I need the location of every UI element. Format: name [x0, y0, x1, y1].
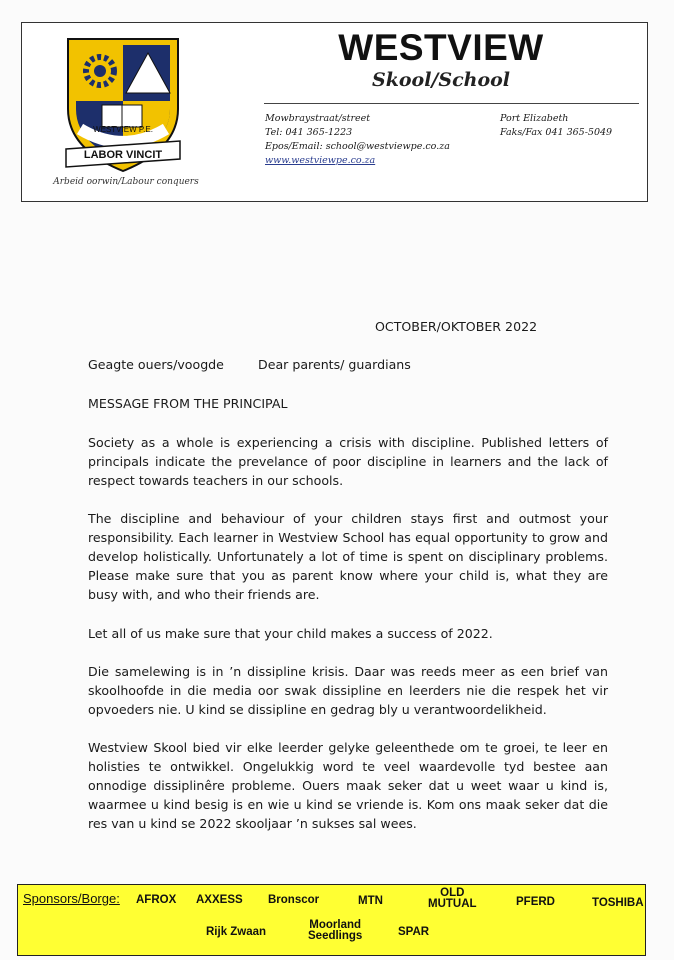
school-crest-icon [60, 31, 186, 181]
letter-date: OCTOBER/OKTOBER 2022 [375, 319, 538, 334]
paragraph-5: Westview Skool bied vir elke leerder gelyke geleenthede om te groei, te leer en holisties te ontwikkel. Ongelukkig word te veel waardevolle tyd bestee aan onnodige dissiplinêre probleme. Ouers maak seker dat u weet waar u kind is, waarmee u kind besig is en wie u kind se vriende is. Kom ons maak seker dat die res van u kind se 2022 skooljaar ’n sukses sal wees. [88, 740, 608, 831]
school-subtitle: Skool/School [371, 69, 511, 91]
sponsor-afrox: AFROX [136, 894, 177, 906]
sponsor-rijk-zwaan: Rijk Zwaan [206, 926, 267, 938]
school-motto: Arbeid oorwin/Labour conquers [53, 177, 199, 187]
paragraph-4: Die samelewing is in ’n dissipline krisis. Daar was reeds meer as een brief van skoolhoofde in die media oor swak dissipline en leerders nie die respek het vir opvoeders nie. U kind se dissipline en gedrag bly u verantwoordelikheid. [88, 664, 608, 717]
greeting-english: Dear parents/ guardians [258, 357, 411, 372]
letter-heading: MESSAGE FROM THE PRINCIPAL [88, 396, 288, 411]
sponsor-toshiba: TOSHIBA [592, 897, 644, 909]
website-link[interactable]: www.westviewpe.co.za [265, 155, 376, 166]
school-name: WESTVIEW [338, 27, 544, 68]
sponsor-bronscor: Bronscor [268, 894, 320, 906]
crest-banner-text: LABOR VINCIT [83, 149, 163, 161]
sponsor-moorland-line-2: Seedlings [308, 930, 363, 942]
sponsor-mtn: MTN [358, 895, 383, 907]
contact-details-left [265, 112, 515, 168]
paragraph-1: Society as a whole is experiencing a crisis with discipline. Published letters of principals indicate the prevelance of poor discipline in learners and the lack of respect towards teachers in our schools. [88, 435, 608, 488]
sponsor-moorland-line-1: Moorland [309, 919, 362, 931]
header-divider [264, 103, 639, 104]
email-address[interactable]: Epos/Email: school@westviewpe.co.za [265, 141, 450, 152]
street-address: Mowbraystraat/street [265, 113, 371, 124]
sponsor-spar: SPAR [398, 926, 430, 938]
crest-ring-text: WESTVIEW P.E. [93, 125, 153, 134]
sponsors-label: Sponsors/Borge: [23, 891, 120, 906]
paragraph-2: The discipline and behaviour of your children stays first and outmost your responsibility. Each learner in Westview School has equal opportunity to grow and develop holistically. Unfortunately a lot of time is spent on disciplinary problems. Please make sure that you as parent know where your child is, what they are busy with, and who their friends are. [88, 511, 608, 602]
sponsor-bar [17, 884, 646, 956]
sponsor-axxess: AXXESS [196, 894, 243, 906]
sponsor-old-mutual-line-2: MUTUAL [428, 898, 477, 910]
city: Port Elizabeth [500, 113, 569, 124]
sponsor-moorland-seedlings [308, 920, 362, 942]
sponsor-old-mutual [428, 888, 477, 910]
greeting-afrikaans: Geagte ouers/voogde [88, 357, 224, 372]
letterhead [21, 22, 648, 202]
sponsor-pferd: PFERD [516, 896, 555, 908]
fax-number: Faks/Fax 041 365-5049 [500, 127, 613, 138]
telephone: Tel: 041 365-1223 [265, 127, 353, 138]
contact-details-right [500, 112, 645, 140]
paragraph-3: Let all of us make sure that your child makes a success of 2022. [88, 626, 493, 641]
sponsor-old-mutual-line-1: OLD [440, 887, 465, 899]
